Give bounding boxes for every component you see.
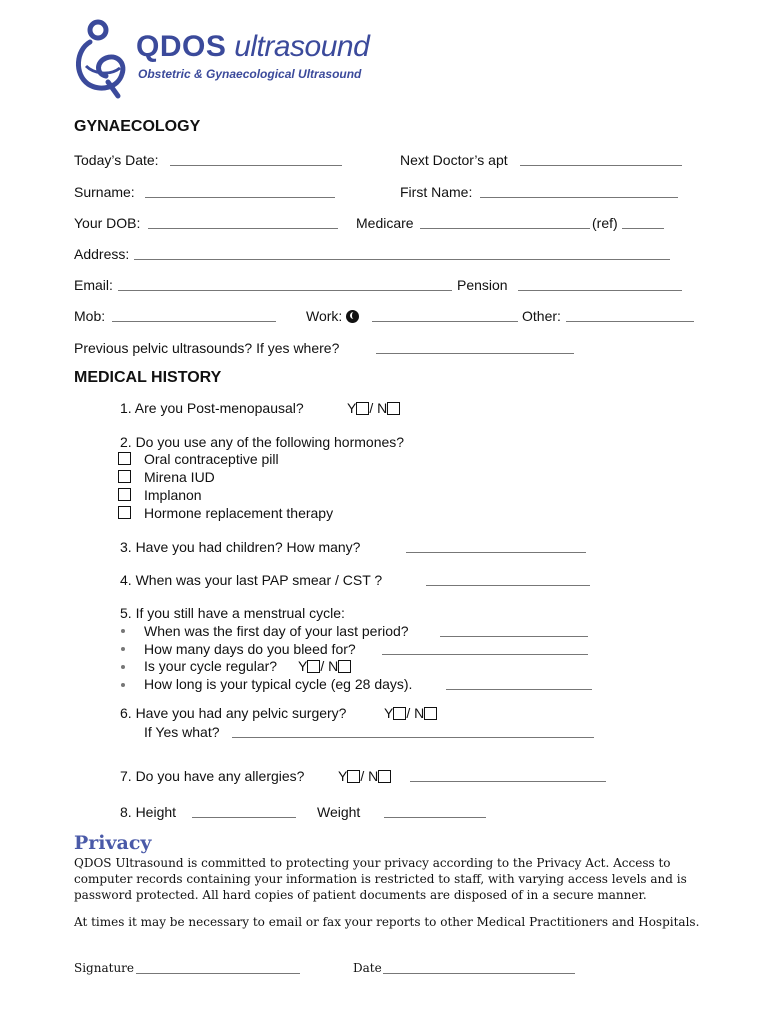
cycle-regular-yes-no: Y / N <box>298 658 351 674</box>
phone-icon <box>346 310 359 323</box>
first-name-field[interactable] <box>480 197 678 198</box>
first-name-label: First Name: <box>400 184 473 200</box>
q6-no-checkbox[interactable] <box>424 707 437 720</box>
surname-field[interactable] <box>145 197 335 198</box>
date-label: Date <box>353 961 382 975</box>
cycle-first-day-field[interactable] <box>440 636 588 637</box>
pension-label: Pension <box>457 277 508 293</box>
surname-label: Surname: <box>74 184 135 200</box>
cycle-length-field[interactable] <box>446 689 592 690</box>
cycle-bleed-days-label: How many days do you bleed for? <box>144 641 356 657</box>
cycle-length-label: How long is your typical cycle (eg 28 days). <box>144 676 413 692</box>
height-field[interactable] <box>192 817 296 818</box>
logo-tagline: Obstetric & Gynaecological Ultrasound <box>138 67 362 81</box>
section-title-gynaecology: GYNAECOLOGY <box>74 118 201 135</box>
bullet-icon <box>121 629 125 633</box>
question-3: 3. Have you had children? How many? <box>120 539 361 555</box>
q7-yes-checkbox[interactable] <box>347 770 360 783</box>
signature-field[interactable] <box>136 973 300 974</box>
date-field[interactable] <box>383 973 575 974</box>
ref-field[interactable] <box>622 228 664 229</box>
ref-label: (ref) <box>592 215 618 231</box>
qdos-logo-icon <box>70 16 130 100</box>
section-title-medical-history: MEDICAL HISTORY <box>74 369 222 386</box>
q6-followup-field[interactable] <box>232 737 594 738</box>
q7-no-checkbox[interactable] <box>378 770 391 783</box>
cycle-bleed-days-field[interactable] <box>382 654 588 655</box>
cycle-regular-no-checkbox[interactable] <box>338 660 351 673</box>
prev-pelvic-field[interactable] <box>376 353 574 354</box>
question-5: 5. If you still have a menstrual cycle: <box>120 605 345 621</box>
bullet-icon <box>121 647 125 651</box>
weight-label: Weight <box>317 804 361 820</box>
q6-yes-no: Y / N <box>384 705 437 721</box>
privacy-paragraph-1: QDOS Ultrasound is committed to protecting your privacy according to the Privacy Act. Access to computer records containing your information is restricted to staff, with varying access levels and is password protected. All hard copies of patient documents are disposed of in a secure manner. <box>74 856 687 902</box>
hormone-label-hrt: Hormone replacement therapy <box>144 505 334 521</box>
email-label: Email: <box>74 277 113 293</box>
allergies-field[interactable] <box>410 781 606 782</box>
medicare-label: Medicare <box>356 215 414 231</box>
hormone-label-implanon: Implanon <box>144 487 202 503</box>
cycle-regular-label: Is your cycle regular? <box>144 658 278 674</box>
hormone-checkbox-hrt[interactable] <box>118 506 131 519</box>
q6-followup-label: If Yes what? <box>144 724 220 740</box>
bullet-icon <box>121 683 125 687</box>
hormone-label-ocp: Oral contraceptive pill <box>144 451 279 467</box>
q1-yes-no: Y / N <box>347 400 400 416</box>
signature-label: Signature <box>74 961 135 975</box>
email-field[interactable] <box>118 290 452 291</box>
hormone-checkbox-implanon[interactable] <box>118 488 131 501</box>
mob-field[interactable] <box>112 321 276 322</box>
cycle-regular-yes-checkbox[interactable] <box>307 660 320 673</box>
question-7: 7. Do you have any allergies? <box>120 768 305 784</box>
work-label: Work: <box>306 308 359 324</box>
hormone-checkbox-mirena[interactable] <box>118 470 131 483</box>
mob-label: Mob: <box>74 308 106 324</box>
q1-yes-checkbox[interactable] <box>356 402 369 415</box>
hormone-checkbox-ocp[interactable] <box>118 452 131 465</box>
children-count-field[interactable] <box>406 552 586 553</box>
next-doctor-label: Next Doctor’s apt <box>400 152 508 168</box>
other-field[interactable] <box>566 321 694 322</box>
q7-yes-no: Y / N <box>338 768 391 784</box>
logo-title: QDOS ultrasound <box>136 30 370 63</box>
question-1: 1. Are you Post-menopausal? <box>120 400 304 416</box>
address-label: Address: <box>74 246 130 262</box>
prev-pelvic-label: Previous pelvic ultrasounds? If yes where? <box>74 340 340 356</box>
address-field[interactable] <box>134 259 670 260</box>
dob-field[interactable] <box>148 228 338 229</box>
cycle-first-day-label: When was the first day of your last period? <box>144 623 409 639</box>
todays-date-label: Today’s Date: <box>74 152 159 168</box>
height-label: 8. Height <box>120 804 177 820</box>
section-title-privacy: Privacy <box>74 832 152 854</box>
work-field[interactable] <box>372 321 518 322</box>
next-doctor-field[interactable] <box>520 165 682 166</box>
dob-label: Your DOB: <box>74 215 141 231</box>
pension-field[interactable] <box>518 290 682 291</box>
other-label: Other: <box>522 308 561 324</box>
weight-field[interactable] <box>384 817 486 818</box>
q1-no-checkbox[interactable] <box>387 402 400 415</box>
pap-smear-field[interactable] <box>426 585 590 586</box>
todays-date-field[interactable] <box>170 165 342 166</box>
question-2: 2. Do you use any of the following hormones? <box>120 434 405 450</box>
medicare-field[interactable] <box>420 228 590 229</box>
q6-yes-checkbox[interactable] <box>393 707 406 720</box>
privacy-paragraph-2: At times it may be necessary to email or fax your reports to other Medical Practitioners and Hospitals. <box>74 915 700 929</box>
hormone-label-mirena: Mirena IUD <box>144 469 215 485</box>
question-6: 6. Have you had any pelvic surgery? <box>120 705 347 721</box>
question-4: 4. When was your last PAP smear / CST ? <box>120 572 383 588</box>
bullet-icon <box>121 665 125 669</box>
